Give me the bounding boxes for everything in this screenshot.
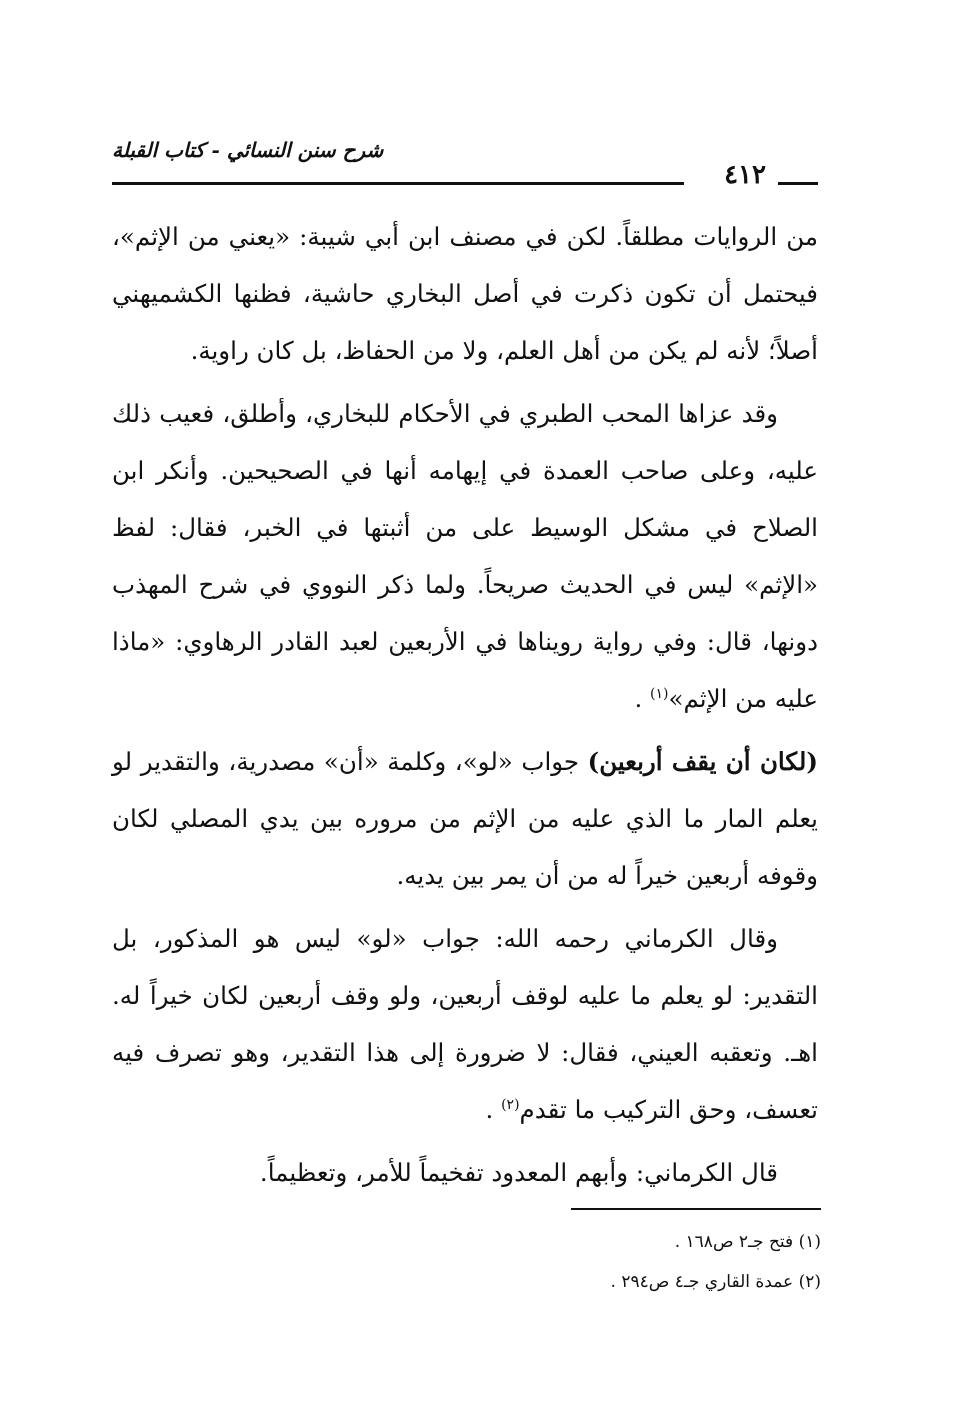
paragraph-3 — [112, 733, 818, 904]
footnote-ref-2: (٢) — [501, 1096, 520, 1113]
page-number: ٤١٢ — [724, 160, 766, 190]
paragraph-3-text: والتقدير لو يعلم المار ما الذي عليه من الإثم من مروره بين يدي المصلي لكان وقوفه أربعين خيراً له من أن يمر بين يديه. — [112, 747, 818, 890]
body-text — [112, 208, 818, 1207]
footnote-ref-1: (١) — [650, 685, 669, 702]
paragraph-4 — [112, 910, 818, 1138]
paragraph-5: قال الكرماني: وأبهم المعدود تفخيماً للأمر، وتعظيماً. — [259, 1158, 778, 1187]
paragraph-4-end: . — [485, 1095, 502, 1124]
paragraph-2-text: وقد عزاها المحب الطبري في الأحكام للبخاري، وأطلق، فعيب ذلك عليه، وعلى صاحب العمدة في إيهامه أنها في الصحيحين. وأنكر ابن الصلاح في مشكل الوسيط على من أثبتها في الخبر، فقال: لفظ «الإثم» ليس في الحديث صريحاً. ولما ذكر النووي في شرح المهذب دونها، قال: وفي رواية رويناها في الأربعين لعبد القادر الرهاوي: «ماذا عليه من الإثم» — [112, 399, 818, 713]
paragraph-4-text: وقال الكرماني رحمه الله: جواب «لو» ليس هو المذكور، بل التقدير: لو يعلم ما عليه لوقف أربعين، ولو وقف أربعين لكان خيراً له. اهـ. وتعقبه العيني، فقال: لا ضرورة إلى هذا التقدير، وهو تصرف فيه تعسف، وحق التركيب ما تقدم — [112, 924, 818, 1124]
footnote-separator — [571, 1208, 821, 1210]
hadith-phrase: (لكان أن يقف أربعين) — [587, 747, 818, 776]
page-header — [112, 138, 818, 198]
footnote-2: (٢) عمدة القاري جـ٤ ص٢٩٤ . — [610, 1272, 821, 1292]
header-rule — [112, 182, 684, 185]
paragraph-2 — [112, 385, 818, 727]
footnotes — [321, 1222, 821, 1302]
footnote-1: (١) فتح جـ٢ ص١٦٨ . — [674, 1232, 821, 1252]
paragraph-1: من الروايات مطلقاً. لكن في مصنف ابن أبي شيبة: «يعني من الإثم»، فيحتمل أن تكون ذكرت في أصل البخاري حاشية، فظنها الكشميهني أصلاً؛ لأنه لم يكن من أهل العلم، ولا من الحفاظ، بل كان راوية. — [112, 222, 818, 365]
paragraph-2-end: . — [634, 684, 651, 713]
header-rule-short — [778, 182, 818, 185]
paragraph-3-lead: جواب «لو»، وكلمة «أن» مصدرية، — [228, 747, 588, 776]
running-title: شرح سنن النسائي - كتاب القبلة — [112, 138, 384, 162]
